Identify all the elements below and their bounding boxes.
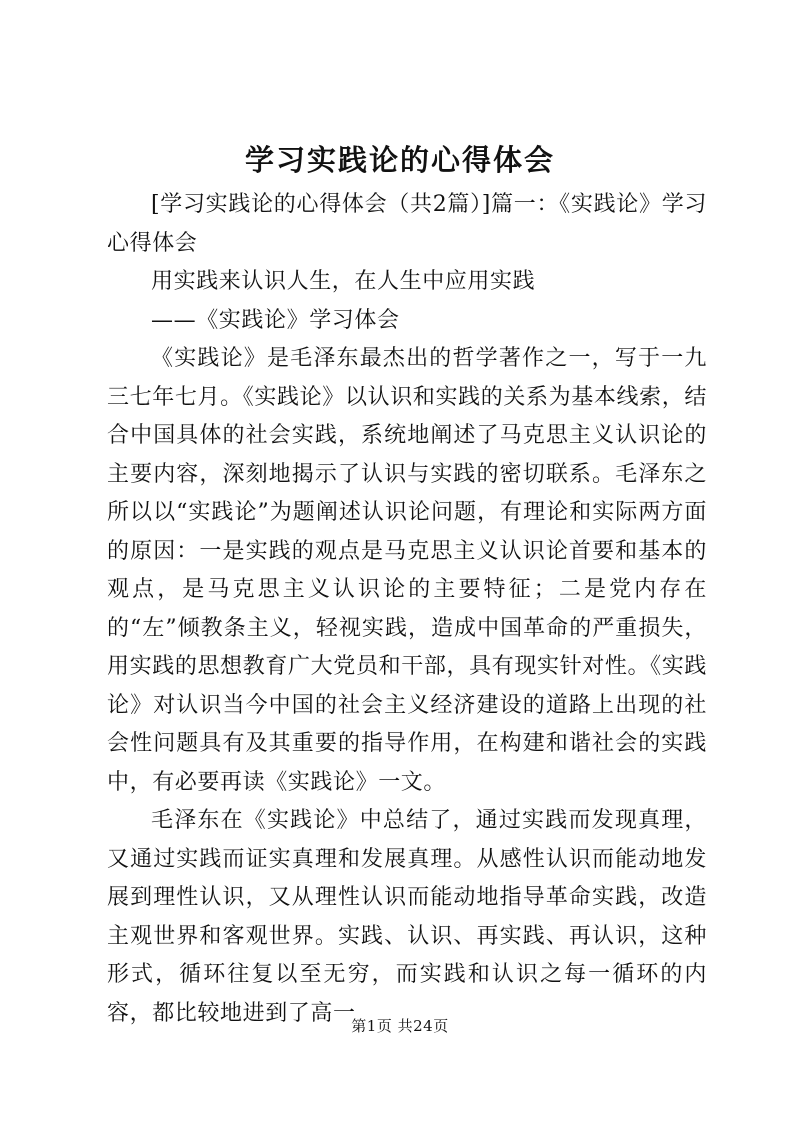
- document-title: 学习实践论的心得体会: [244, 143, 555, 177]
- intro-paragraph: [学习实践论的心得体会（共2篇）]篇一：《实践论》学习心得体会: [107, 192, 707, 256]
- body-paragraph-2: 毛泽东在《实践论》中总结了，通过实践而发现真理，又通过实践而证实真理和发展真理。从感性认识而能动地发展到理性认识，又从理性认识而能动地指导革命实践，改造主观世界和客观世界。实践、认识、再实践、再认识，这种形式，循环往复以至无穷，而实践和认识之每一循环的内容，都比较地进到了高一: [107, 808, 707, 1026]
- page-footer: 第1页 共24页: [351, 1017, 449, 1035]
- body-paragraph-1: 《实践论》是毛泽东最杰出的哲学著作之一，写于一九三七年七月。《实践论》以认识和实践的关系为基本线索，结合中国具体的社会实践，系统地阐述了马克思主义认识论的主要内容，深刻地揭示了认识与实践的密切联系。毛泽东之所以以“实践论”为题阐述认识论问题，有理论和实际两方面的原因：一是实践的观点是马克思主义认识论首要和基本的观点，是马克思主义认识论的主要特征；二是党内存在的“左”倾教条主义，轻视实践，造成中国革命的严重损失，用实践的思想教育广大党员和干部，具有现实针对性。《实践论》对认识当今中国的社会主义经济建设的道路上出现的社会性问题具有及其重要的指导作用，在构建和谐社会的实践中，有必要再读《实践论》一文。: [107, 346, 707, 795]
- subtitle-attribution: ——《实践论》学习体会: [151, 307, 400, 333]
- document-body: [107, 186, 707, 1033]
- subtitle-paragraph: 用实践来认识人生，在人生中应用实践: [151, 269, 536, 294]
